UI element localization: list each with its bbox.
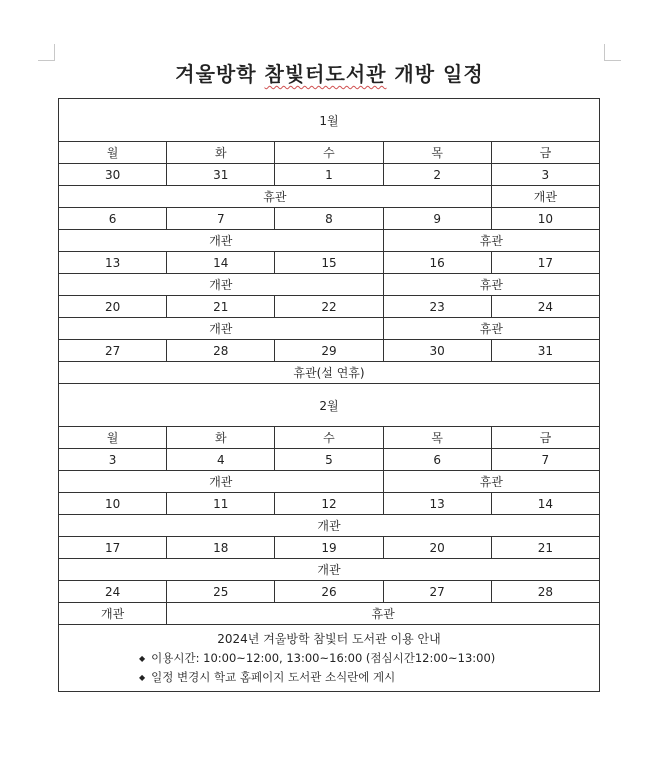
weekday-cell: 금	[491, 427, 599, 449]
status-row	[59, 515, 600, 537]
date-cell: 12	[275, 493, 383, 515]
date-cell: 15	[275, 252, 383, 274]
date-cell: 29	[275, 340, 383, 362]
document-title	[0, 58, 659, 87]
bullet-icon: ◆	[139, 653, 146, 663]
date-cell: 1	[275, 164, 383, 186]
date-cell: 25	[167, 581, 275, 603]
date-cell: 30	[59, 164, 167, 186]
date-cell: 31	[167, 164, 275, 186]
status-cell: 휴관	[383, 274, 599, 296]
date-cell: 17	[491, 252, 599, 274]
title-prefix: 겨울방학	[175, 62, 265, 86]
weekday-row	[59, 427, 600, 449]
date-cell: 20	[59, 296, 167, 318]
date-cell: 19	[275, 537, 383, 559]
date-cell: 24	[59, 581, 167, 603]
date-row	[59, 581, 600, 603]
date-cell: 17	[59, 537, 167, 559]
date-cell: 28	[167, 340, 275, 362]
date-row	[59, 296, 600, 318]
date-cell: 26	[275, 581, 383, 603]
date-cell: 10	[59, 493, 167, 515]
date-cell: 3	[491, 164, 599, 186]
date-row	[59, 208, 600, 230]
title-library-name: 참빛터도서관	[264, 62, 387, 86]
date-cell: 20	[383, 537, 491, 559]
date-cell: 3	[59, 449, 167, 471]
date-cell: 11	[167, 493, 275, 515]
status-cell: 개관	[59, 274, 384, 296]
month-header-row	[59, 384, 600, 427]
date-cell: 8	[275, 208, 383, 230]
status-row	[59, 603, 600, 625]
weekday-cell: 금	[491, 142, 599, 164]
info-notice-text: 일정 변경시 학교 홈페이지 도서관 소식란에 게시	[151, 669, 396, 684]
date-cell: 6	[59, 208, 167, 230]
info-notice	[59, 668, 599, 687]
date-row	[59, 537, 600, 559]
status-cell: 개관	[59, 603, 167, 625]
info-cell	[59, 625, 600, 692]
status-cell: 개관	[59, 559, 600, 581]
weekday-cell: 월	[59, 142, 167, 164]
date-cell: 21	[491, 537, 599, 559]
weekday-cell: 수	[275, 142, 383, 164]
date-cell: 9	[383, 208, 491, 230]
status-row	[59, 274, 600, 296]
date-cell: 23	[383, 296, 491, 318]
weekday-cell: 목	[383, 142, 491, 164]
date-cell: 30	[383, 340, 491, 362]
date-row	[59, 340, 600, 362]
status-row	[59, 471, 600, 493]
date-row	[59, 449, 600, 471]
date-cell: 16	[383, 252, 491, 274]
status-cell: 휴관(설 연휴)	[59, 362, 600, 384]
date-cell: 22	[275, 296, 383, 318]
month-header-row	[59, 99, 600, 142]
date-cell: 2	[383, 164, 491, 186]
date-cell: 31	[491, 340, 599, 362]
date-cell: 14	[167, 252, 275, 274]
schedule-table	[58, 98, 600, 692]
date-cell: 13	[383, 493, 491, 515]
date-cell: 7	[167, 208, 275, 230]
date-cell: 4	[167, 449, 275, 471]
date-row	[59, 164, 600, 186]
date-cell: 7	[491, 449, 599, 471]
status-row	[59, 230, 600, 252]
date-row	[59, 252, 600, 274]
status-cell: 개관	[491, 186, 599, 208]
weekday-cell: 화	[167, 142, 275, 164]
date-cell: 27	[59, 340, 167, 362]
date-cell: 28	[491, 581, 599, 603]
status-cell: 개관	[59, 471, 384, 493]
status-row	[59, 559, 600, 581]
status-row	[59, 318, 600, 340]
status-cell: 개관	[59, 515, 600, 537]
info-row	[59, 625, 600, 692]
date-cell: 18	[167, 537, 275, 559]
weekday-cell: 월	[59, 427, 167, 449]
info-heading: 2024년 겨울방학 참빛터 도서관 이용 안내	[217, 631, 441, 646]
weekday-cell: 목	[383, 427, 491, 449]
date-cell: 6	[383, 449, 491, 471]
date-cell: 14	[491, 493, 599, 515]
date-cell: 5	[275, 449, 383, 471]
bullet-icon: ◆	[139, 672, 146, 682]
month-label-january: 1월	[59, 99, 600, 142]
date-cell: 27	[383, 581, 491, 603]
status-cell: 휴관	[383, 318, 599, 340]
status-row	[59, 186, 600, 208]
title-suffix: 개방 일정	[386, 62, 484, 86]
info-hours-text: 이용시간: 10:00~12:00, 13:00~16:00 (점심시간12:00~13:00)	[151, 650, 496, 665]
date-cell: 10	[491, 208, 599, 230]
status-row	[59, 362, 600, 384]
weekday-row	[59, 142, 600, 164]
date-cell: 21	[167, 296, 275, 318]
date-cell: 24	[491, 296, 599, 318]
status-cell: 휴관	[383, 471, 599, 493]
weekday-cell: 화	[167, 427, 275, 449]
status-cell: 휴관	[167, 603, 600, 625]
date-row	[59, 493, 600, 515]
status-cell: 개관	[59, 230, 384, 252]
month-label-february: 2월	[59, 384, 600, 427]
status-cell: 휴관	[383, 230, 599, 252]
status-cell: 휴관	[59, 186, 492, 208]
weekday-cell: 수	[275, 427, 383, 449]
status-cell: 개관	[59, 318, 384, 340]
info-hours	[59, 649, 599, 668]
date-cell: 13	[59, 252, 167, 274]
